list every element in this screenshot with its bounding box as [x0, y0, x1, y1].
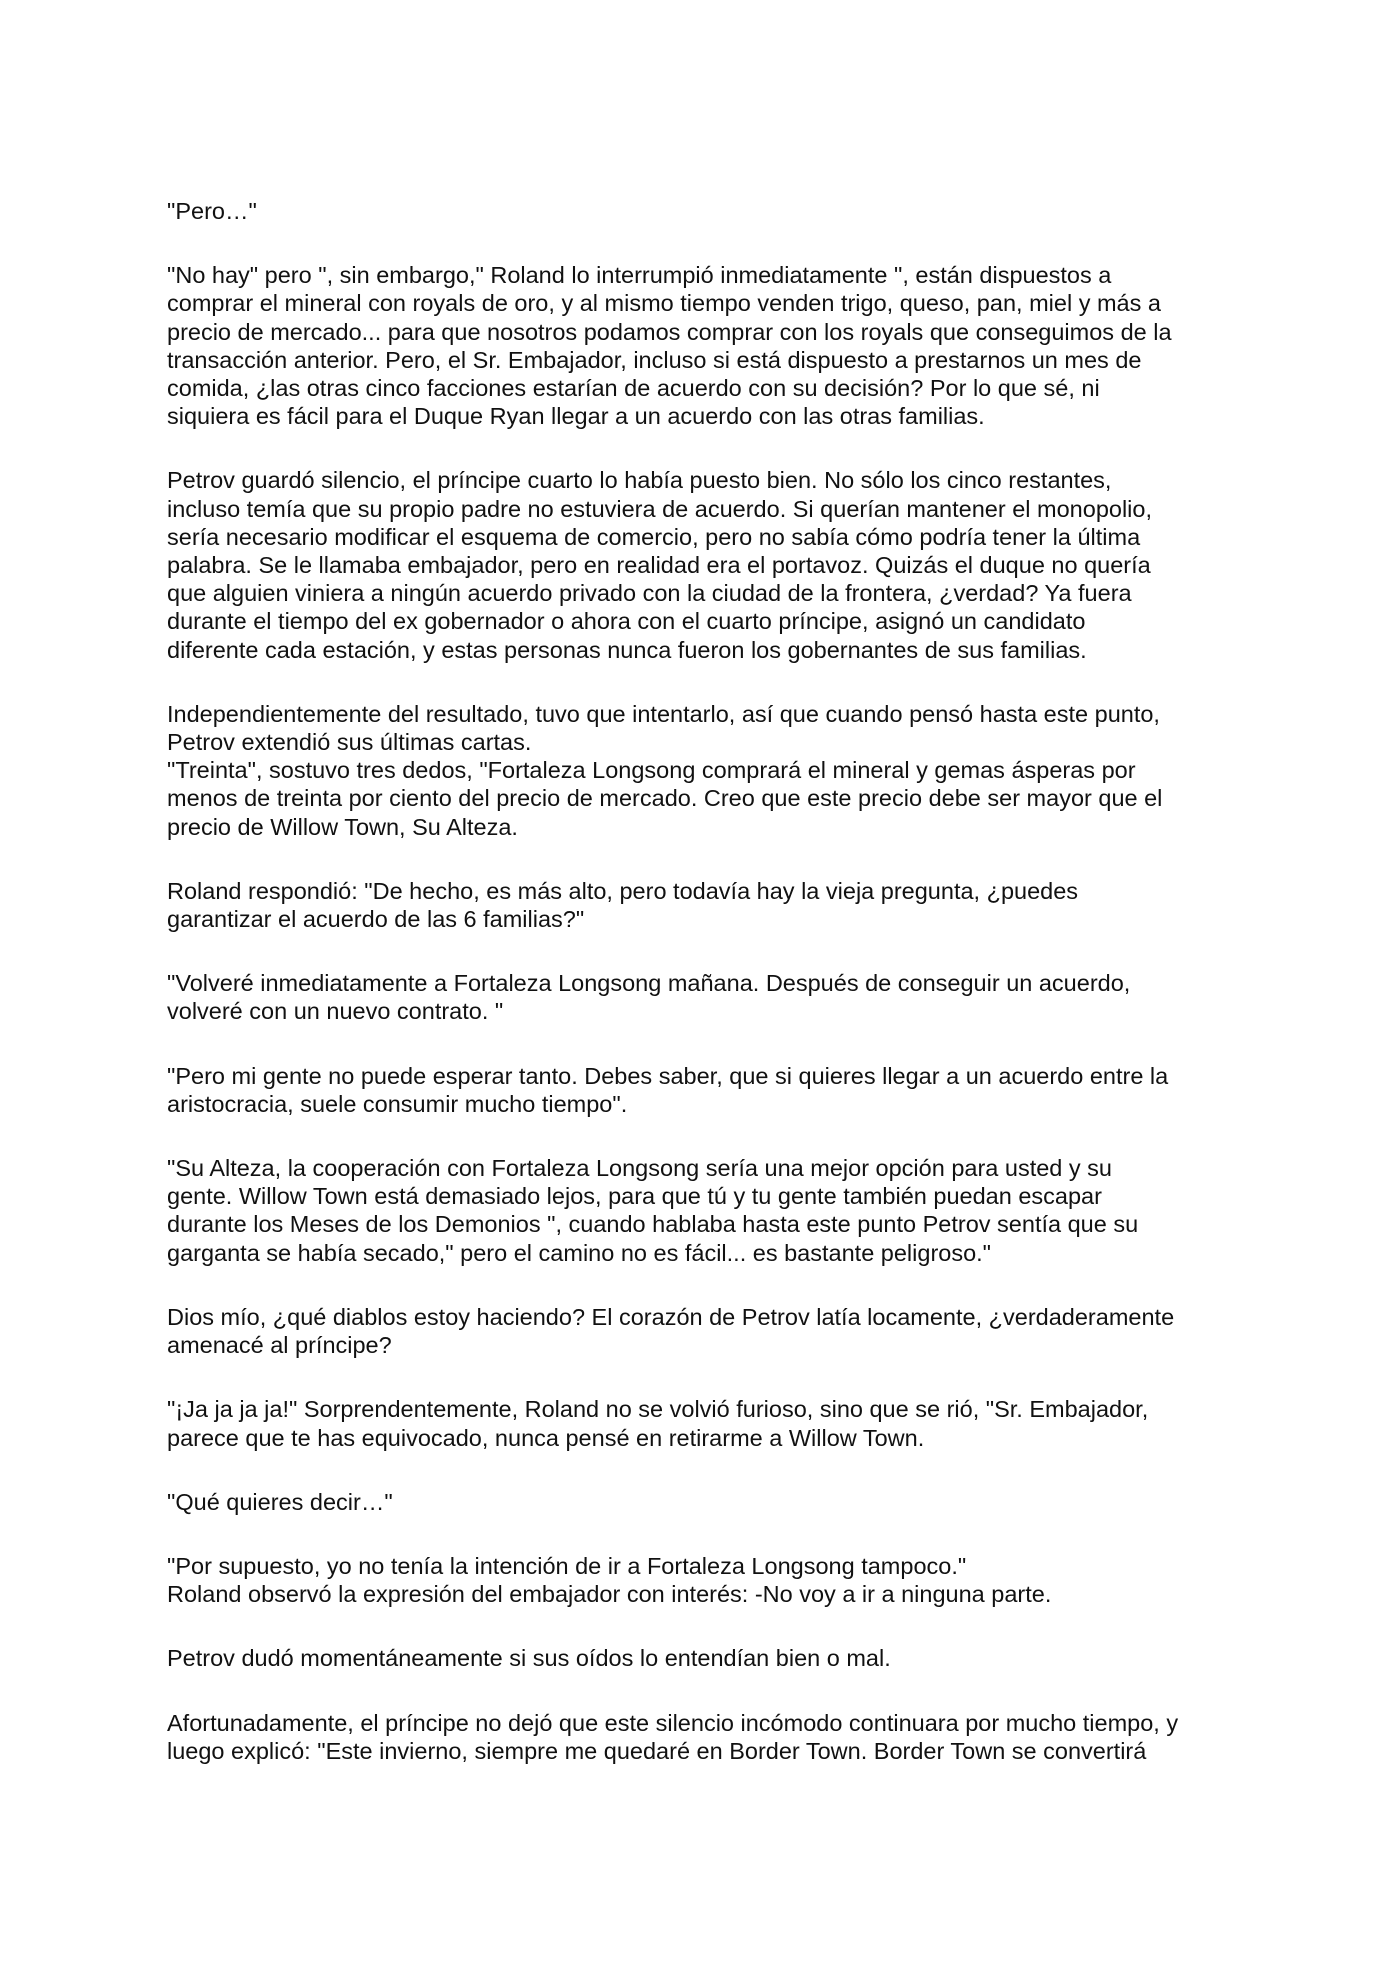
text-line: volveré con un nuevo contrato. ": [167, 998, 504, 1025]
text-line: "Su Alteza, la cooperación con Fortaleza Longsong sería una mejor opción para usted y su: [167, 1155, 1113, 1182]
paragraph: [167, 1552, 1252, 1608]
text-line: "Pero…": [167, 198, 257, 224]
text-line: garantizar el acuerdo de las 6 familias?": [167, 906, 585, 933]
text-line: "Por supuesto, yo no tenía la intención de ir a Fortaleza Longsong tampoco.": [167, 1552, 967, 1579]
text-line: comprar el mineral con royals de oro, y al mismo tiempo venden trigo, queso, pan, miel y más a: [167, 290, 1161, 317]
paragraph: [167, 1395, 1252, 1451]
text-line: durante los Meses de los Demonios ", cuando hablaba hasta este punto Petrov sentía que su: [167, 1211, 1139, 1238]
text-line: gente. Willow Town está demasiado lejos, para que tú y tu gente también puedan escapar: [167, 1183, 1102, 1210]
paragraph: [167, 1644, 1252, 1672]
paragraph: [167, 877, 1252, 933]
paragraph: [167, 1488, 1252, 1516]
text-line: Petrov dudó momentáneamente si sus oídos lo entendían bien o mal.: [167, 1645, 891, 1672]
text-line: "Volveré inmediatamente a Fortaleza Longsong mañana. Después de conseguir un acuerdo,: [167, 970, 1131, 997]
text-line: "¡Ja ja ja ja!" Sorprendentemente, Roland no se volvió furioso, sino que se rió, "Sr. Embajador,: [167, 1396, 1149, 1423]
text-line: "Pero mi gente no puede esperar tanto. Debes saber, que si quieres llegar a un acuerdo entre la: [167, 1062, 1169, 1089]
text-line: Afortunadamente, el príncipe no dejó que este silencio incómodo continuara por mucho tiempo, y: [167, 1709, 1179, 1736]
paragraph: [167, 261, 1252, 430]
paragraph: [167, 700, 1252, 841]
text-line: "Treinta", sostuvo tres dedos, "Fortaleza Longsong comprará el mineral y gemas ásperas por: [167, 757, 1136, 784]
paragraph: [167, 1709, 1252, 1765]
text-line: precio de Willow Town, Su Alteza.: [167, 813, 518, 840]
text-line: precio de mercado... para que nosotros podamos comprar con los royals que conseguimos de la: [167, 318, 1172, 345]
text-line: parece que te has equivocado, nunca pensé en retirarme a Willow Town.: [167, 1424, 925, 1451]
text-line: comida, ¿las otras cinco facciones estarían de acuerdo con su decisión? Por lo que sé, ni: [167, 375, 1100, 402]
text-line: transacción anterior. Pero, el Sr. Embajador, incluso si está dispuesto a prestarnos un mes de: [167, 346, 1142, 373]
text-line: garganta se había secado," pero el camino no es fácil... es bastante peligroso.": [167, 1239, 992, 1266]
paragraph: [167, 466, 1252, 663]
text-line: menos de treinta por ciento del precio de mercado. Creo que este precio debe ser mayor que el: [167, 785, 1163, 812]
text-line: durante el tiempo del ex gobernador o ahora con el cuarto príncipe, asignó un candidato: [167, 608, 1086, 635]
text-line: Roland observó la expresión del embajador con interés: -No voy a ir a ninguna parte.: [167, 1581, 1052, 1608]
text-line: Petrov guardó silencio, el príncipe cuarto lo había puesto bien. No sólo los cinco restantes,: [167, 467, 1112, 494]
paragraph: [167, 1303, 1252, 1359]
text-line: aristocracia, suele consumir mucho tiempo".: [167, 1090, 628, 1117]
paragraph: [167, 1154, 1252, 1267]
text-line: palabra. Se le llamaba embajador, pero en realidad era el portavoz. Quizás el duque no quería: [167, 552, 1151, 579]
text-line: Petrov extendió sus últimas cartas.: [167, 729, 532, 756]
text-line: diferente cada estación, y estas personas nunca fueron los gobernantes de sus familias.: [167, 636, 1087, 663]
text-line: Dios mío, ¿qué diablos estoy haciendo? El corazón de Petrov latía locamente, ¿verdaderamente: [167, 1303, 1175, 1330]
text-line: "Qué quieres decir…": [167, 1488, 393, 1515]
text-line: Roland respondió: "De hecho, es más alto, pero todavía hay la vieja pregunta, ¿puedes: [167, 877, 1079, 904]
text-line: "No hay" pero ", sin embargo," Roland lo interrumpió inmediatamente ", están dispuestos a: [167, 262, 1112, 289]
text-line: sería necesario modificar el esquema de comercio, pero no sabía cómo podría tener la última: [167, 523, 1141, 550]
text-line: que alguien viniera a ningún acuerdo privado con la ciudad de la frontera, ¿verdad? Ya fuera: [167, 580, 1132, 607]
text-line: incluso temía que su propio padre no estuviera de acuerdo. Si querían mantener el monopolio,: [167, 495, 1153, 522]
text-line: amenacé al príncipe?: [167, 1332, 392, 1359]
text-line: luego explicó: "Este invierno, siempre me quedaré en Border Town. Border Town se convertirá: [167, 1737, 1147, 1764]
paragraph: [167, 1062, 1252, 1118]
text-line: siquiera es fácil para el Duque Ryan llegar a un acuerdo con las otras familias.: [167, 403, 985, 430]
paragraph: [167, 197, 1252, 225]
text-line: Independientemente del resultado, tuvo que intentarlo, así que cuando pensó hasta este punto,: [167, 700, 1160, 727]
paragraph: [167, 969, 1252, 1025]
document-body: [167, 197, 1252, 1801]
